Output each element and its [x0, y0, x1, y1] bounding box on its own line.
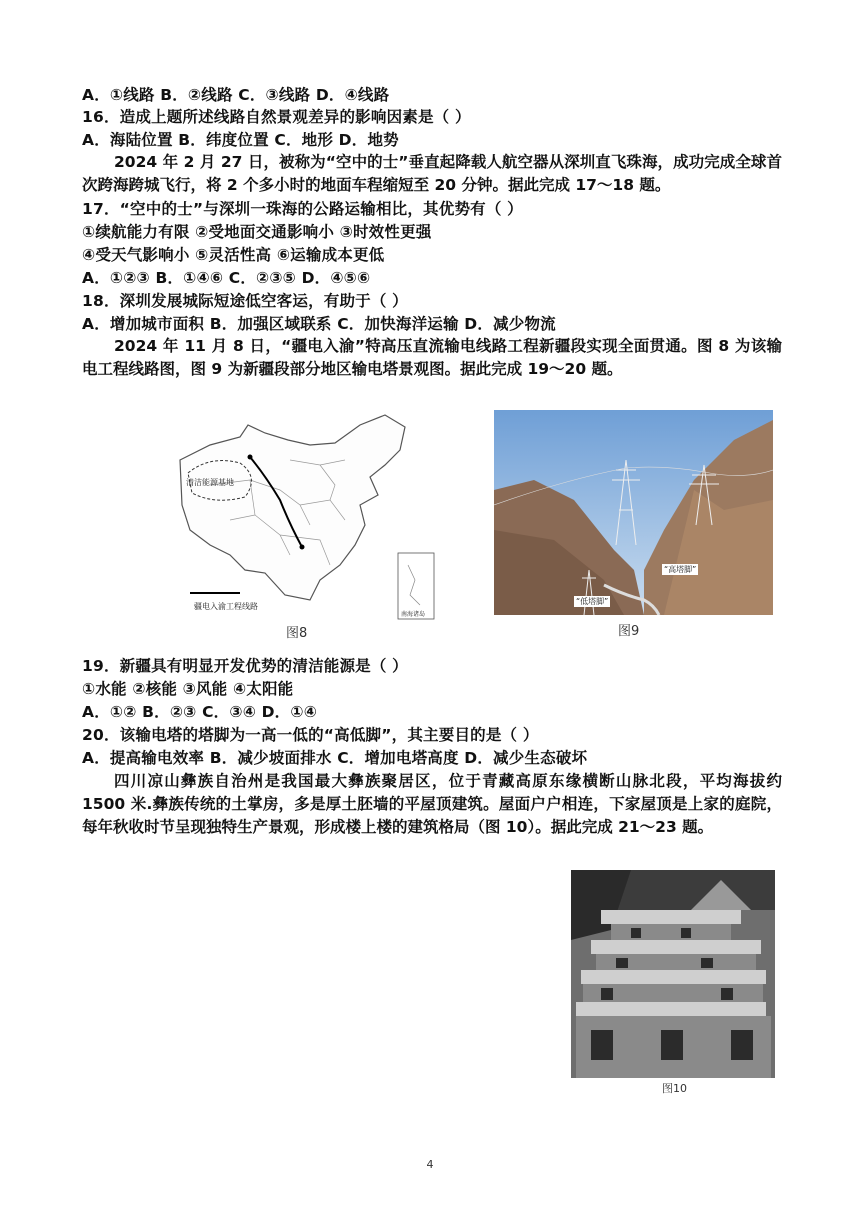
q16-stem: 16．造成上题所述线路自然景观差异的影响因素是（ ）	[82, 108, 471, 126]
q16-options: A．海陆位置 B．纬度位置 C．地形 D．地势	[82, 131, 399, 149]
q18-options: A．增加城市面积 B．加强区域联系 C．加快海洋运输 D．减少物流	[82, 315, 556, 333]
fig8-legend-label: 疆电入渝工程线路	[194, 602, 258, 611]
fig8-label-base: 清洁能源基地	[186, 478, 234, 487]
q15-options: A．①线路 B．②线路 C．③线路 D．④线路	[82, 86, 390, 104]
q19-options: A．①② B．②③ C．③④ D．①④	[82, 703, 318, 721]
q17-items-2: ④受天气影响小 ⑤灵活性高 ⑥运输成本更低	[82, 246, 385, 264]
figure-9-photo	[494, 410, 773, 615]
figure-10-photo	[571, 870, 775, 1078]
q20-options: A．提高输电效率 B．减少坡面排水 C．增加电塔高度 D．减少生态破坏	[82, 749, 588, 767]
q19-stem: 19．新疆具有明显开发优势的清洁能源是（ ）	[82, 657, 408, 675]
fig8-inset-label: 南海诸岛	[401, 611, 426, 618]
figure-8-map	[170, 405, 440, 625]
q18-stem: 18．深圳发展城际短途低空客运，有助于（ ）	[82, 292, 408, 310]
q17-options: A．①②③ B．①④⑥ C．②③⑤ D．④⑤⑥	[82, 269, 371, 287]
fig8-caption: 图8	[286, 626, 308, 641]
intro-21-23: 四川凉山彝族自治州是我国最大彝族聚居区，位于青藏高原东缘横断山脉北段，平均海拔约 1500 米.彝族传统的土掌房，多是厚土胚墙的平屋顶建筑。屋面户户相连，下家屋顶是上家的庭院，每年秋收时节呈现独特生产景观，形成楼上楼的建筑格局（图 10）。据此完成 21～23 题。	[82, 772, 782, 836]
intro-19-20: 2024 年 11 月 8 日，“疆电入渝”特高压直流输电线路工程新疆段实现全面贯通。图 8 为该输电工程线路图，图 9 为新疆段部分地区输电塔景观图。据此完成 19～20 题。	[82, 337, 782, 378]
fig9-label-low: “低塔脚”	[576, 597, 609, 606]
q17-items-1: ①续航能力有限 ②受地面交通影响小 ③时效性更强	[82, 223, 432, 241]
fig9-caption: 图9	[618, 624, 640, 639]
fig9-label-high: “高塔脚”	[664, 565, 697, 574]
page-number: 4	[426, 1158, 434, 1171]
intro-17-18: 2024 年 2 月 27 日，被称为“空中的士”垂直起降载人航空器从深圳直飞珠海，成功完成全球首次跨海跨城飞行，将 2 个多小时的地面车程缩短至 20 分钟。据此完成 17～18 题。	[82, 153, 782, 194]
q20-stem: 20．该输电塔的塔脚为一高一低的“高低脚”，其主要目的是（ ）	[82, 726, 539, 744]
q17-stem: 17．“空中的士”与深圳一珠海的公路运输相比，其优势有（ ）	[82, 200, 523, 218]
q19-items: ①水能 ②核能 ③风能 ④太阳能	[82, 680, 294, 698]
fig10-caption: 图10	[662, 1082, 687, 1095]
